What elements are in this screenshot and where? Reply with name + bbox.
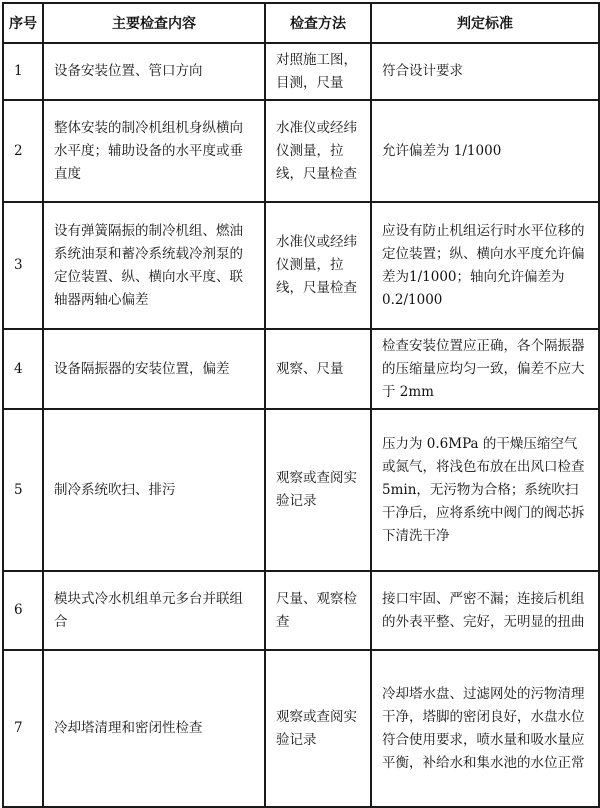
- check-item: 设备隔振器的安装位置，偏差: [43, 329, 265, 409]
- row-number: 2: [3, 100, 43, 202]
- check-method: 观察或查阅实验记录: [265, 409, 371, 571]
- row-number: 7: [3, 650, 43, 807]
- check-method: 观察或查阅实验记录: [265, 650, 371, 807]
- check-item: 整体安装的制冷机组机身纵横向水平度；辅助设备的水平度或垂直度: [43, 100, 265, 202]
- check-standard: 压力为 0.6MPa 的干燥压缩空气或氮气，将浅色布放在出风口检查 5min，无污物为合格；系统吹扫干净后，应将系统中阀门的阀芯拆下清洗干净: [371, 409, 599, 571]
- table-row: [3, 43, 599, 100]
- header-method: 检查方法: [265, 3, 371, 43]
- check-item: 制冷系统吹扫、排污: [43, 409, 265, 571]
- check-method: 水准仪或经纬仪测量，拉线，尺量检查: [265, 100, 371, 202]
- check-method: 对照施工图，目测，尺量: [265, 43, 371, 100]
- row-number: 4: [3, 329, 43, 409]
- header-no: 序号: [3, 3, 43, 43]
- table-header-row: [3, 3, 599, 43]
- table-row: [3, 100, 599, 202]
- check-item: 设有弹簧隔振的制冷机组、燃油系统油泵和蓄冷系统载冷剂泵的定位装置、纵、横向水平度、联轴器两轴心偏差: [43, 202, 265, 329]
- check-standard: 符合设计要求: [371, 43, 599, 100]
- inspection-table: [2, 2, 600, 808]
- check-standard: 冷却塔水盘、过滤网处的污物清理干净，塔脚的密闭良好，水盘水位符合使用要求，喷水量和吸水量应平衡，补给水和集水池的水位正常: [371, 650, 599, 807]
- header-standard: 判定标准: [371, 3, 599, 43]
- table-row: [3, 650, 599, 807]
- row-number: 5: [3, 409, 43, 571]
- row-number: 3: [3, 202, 43, 329]
- check-standard: 允许偏差为 1/1000: [371, 100, 599, 202]
- header-item: 主要检查内容: [43, 3, 265, 43]
- table-row: [3, 329, 599, 409]
- row-number: 6: [3, 571, 43, 650]
- table-row: [3, 571, 599, 650]
- table-row: [3, 202, 599, 329]
- check-standard: 检查安装位置应正确，各个隔振器的压缩量应均匀一致，偏差不应大于 2mm: [371, 329, 599, 409]
- check-item: 冷却塔清理和密闭性检查: [43, 650, 265, 807]
- table-row: [3, 409, 599, 571]
- row-number: 1: [3, 43, 43, 100]
- check-method: 尺量、观察检查: [265, 571, 371, 650]
- check-item: 模块式冷水机组单元多台并联组合: [43, 571, 265, 650]
- check-method: 观察、尺量: [265, 329, 371, 409]
- check-method: 水准仪或经纬仪测量，拉线，尺量检查: [265, 202, 371, 329]
- check-standard: 接口牢固、严密不漏；连接后机组的外表平整、完好，无明显的扭曲: [371, 571, 599, 650]
- check-standard: 应设有防止机组运行时水平位移的定位装置；纵、横向水平度允许偏差为1/1000；轴向允许偏差为 0.2/1000: [371, 202, 599, 329]
- check-item: 设备安装位置、管口方向: [43, 43, 265, 100]
